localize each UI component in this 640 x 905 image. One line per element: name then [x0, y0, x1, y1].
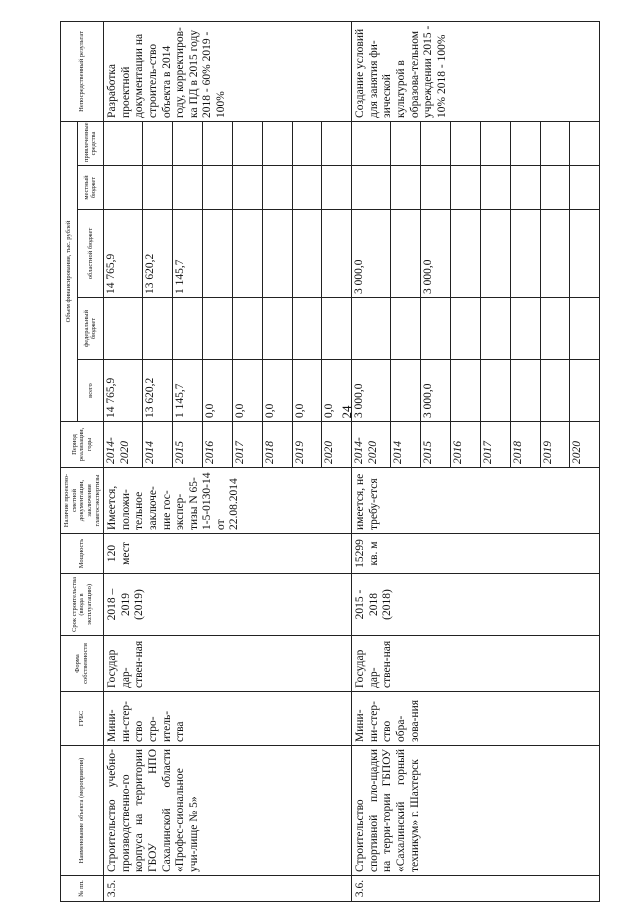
funding-attracted-cell — [570, 121, 600, 165]
funding-federal-cell — [232, 298, 262, 360]
header-row-1 — [61, 21, 78, 901]
funding-attracted-cell — [292, 121, 322, 165]
funding-federal-cell — [540, 298, 570, 360]
funding-local-cell — [322, 166, 352, 210]
funding-local-cell — [292, 166, 322, 210]
funding-attracted-cell — [480, 121, 510, 165]
period-year-cell: 2019 — [292, 422, 322, 468]
object-name-cell: Строительство учебно-производственно-го корпуса на территории ГБОУ НПО Сахалинской области «Профес-сиональное учи-лище № 5» — [104, 746, 352, 876]
period-year-cell: 2016 — [451, 422, 481, 468]
funding-attracted-cell — [421, 121, 451, 165]
funding-local-cell — [232, 166, 262, 210]
funding-federal-cell — [480, 298, 510, 360]
ownership-cell: Государ дар-ствен-ная — [104, 636, 352, 692]
table-row — [104, 21, 143, 901]
funding-total-cell: 0,0 — [262, 360, 292, 422]
funding-attracted-cell — [262, 121, 292, 165]
funding-total-cell: 0,0 — [322, 360, 352, 422]
funding-federal-cell — [421, 298, 451, 360]
row-num-cell: 3.5. — [104, 876, 352, 902]
construction-term-cell: 2015 - 2018 (2018) — [352, 574, 600, 636]
funding-attracted-cell — [143, 121, 173, 165]
funding-regional-cell — [391, 210, 421, 298]
funding-federal-cell — [510, 298, 540, 360]
header-name: Наименование объекта (мероприятия) — [61, 746, 104, 876]
funding-attracted-cell — [391, 121, 421, 165]
header-funding: Объем финансирования, тыс. рублей — [61, 121, 78, 421]
row-num-cell: 3.6. — [352, 876, 600, 902]
funding-attracted-cell — [540, 121, 570, 165]
period-year-cell: 2014 — [143, 422, 173, 468]
funding-regional-cell: 13 620,2 — [143, 210, 173, 298]
funding-total-cell: 3 000,0 — [352, 360, 391, 422]
project-docs-cell: имеется, не требу-ется — [352, 468, 600, 534]
funding-regional-cell — [451, 210, 481, 298]
funding-total-cell — [480, 360, 510, 422]
period-year-cell: 2018 — [262, 422, 292, 468]
funding-attracted-cell — [352, 121, 391, 165]
header-ownership: Форма собственности — [61, 636, 104, 692]
funding-total-cell: 13 620,2 — [143, 360, 173, 422]
funding-total-cell: 3 000,0 — [421, 360, 451, 422]
funding-federal-cell — [203, 298, 233, 360]
table-body — [104, 21, 600, 901]
funding-regional-cell: 3 000,0 — [421, 210, 451, 298]
funding-total-cell — [451, 360, 481, 422]
funding-attracted-cell — [173, 121, 203, 165]
header-capacity: Мощность — [61, 534, 104, 574]
program-objects-table — [60, 21, 600, 902]
funding-regional-cell — [540, 210, 570, 298]
funding-local-cell — [421, 166, 451, 210]
object-name-cell: Строительство спортивной пло-щадки на терри-тории ГБПОУ «Сахалинский горный техникум» г. Шахтерск — [352, 746, 600, 876]
funding-attracted-cell — [451, 121, 481, 165]
funding-total-cell: 1 145,7 — [173, 360, 203, 422]
funding-federal-cell — [451, 298, 481, 360]
funding-local-cell — [540, 166, 570, 210]
funding-federal-cell — [570, 298, 600, 360]
funding-local-cell — [480, 166, 510, 210]
ownership-cell: Государ дар-ствен-ная — [352, 636, 600, 692]
funding-total-cell — [570, 360, 600, 422]
program-table-rotated — [60, 22, 590, 902]
funding-local-cell — [262, 166, 292, 210]
header-federal: федеральный бюджет — [77, 298, 104, 360]
funding-attracted-cell — [203, 121, 233, 165]
header-regional: областной бюджет — [77, 210, 104, 298]
period-year-cell: 2014 — [391, 422, 421, 468]
funding-local-cell — [173, 166, 203, 210]
funding-regional-cell — [292, 210, 322, 298]
funding-attracted-cell — [322, 121, 352, 165]
funding-regional-cell — [262, 210, 292, 298]
header-attracted: привлеченные средства — [77, 121, 104, 165]
funding-federal-cell — [352, 298, 391, 360]
funding-regional-cell — [570, 210, 600, 298]
header-term: Срок строительства (ввода в эксплуатацию) — [61, 574, 104, 636]
funding-regional-cell — [510, 210, 540, 298]
period-year-cell: 2015 — [173, 422, 203, 468]
period-year-cell: 2020 — [570, 422, 600, 468]
funding-local-cell — [570, 166, 600, 210]
funding-federal-cell — [391, 298, 421, 360]
period-year-cell: 2014-2020 — [104, 422, 143, 468]
period-year-cell: 2017 — [232, 422, 262, 468]
capacity-cell: 15299 кв. м — [352, 534, 600, 574]
funding-local-cell — [143, 166, 173, 210]
funding-regional-cell — [480, 210, 510, 298]
table-row — [352, 21, 391, 901]
funding-total-cell — [540, 360, 570, 422]
funding-attracted-cell — [510, 121, 540, 165]
header-docs: Наличие проектно-сметной документации, заключения главгосэкспертизы — [61, 468, 104, 534]
funding-local-cell — [510, 166, 540, 210]
funding-regional-cell: 14 765,9 — [104, 210, 143, 298]
funding-local-cell — [203, 166, 233, 210]
period-year-cell: 2019 — [540, 422, 570, 468]
funding-attracted-cell — [104, 121, 143, 165]
funding-local-cell — [451, 166, 481, 210]
header-local: местный бюджет — [77, 166, 104, 210]
funding-regional-cell: 3 000,0 — [352, 210, 391, 298]
period-year-cell: 2015 — [421, 422, 451, 468]
header-period: Период реализации, годы — [61, 422, 104, 468]
header-grbs: ГРБС — [61, 692, 104, 746]
funding-total-cell: 14 765,9 — [104, 360, 143, 422]
grbs-cell: Мини-ни-стер-ство стро-итель-ства — [104, 692, 352, 746]
capacity-cell: 120 мест — [104, 534, 352, 574]
direct-result-cell: Разработка проектной документации на строитель-ство объекта в 2014 году, корректиров-ка ПД в 2015 году 2018 - 60% 2019 - 100% — [104, 21, 352, 121]
funding-total-cell: 0,0 — [232, 360, 262, 422]
funding-total-cell — [510, 360, 540, 422]
period-year-cell: 2020 — [322, 422, 352, 468]
funding-federal-cell — [104, 298, 143, 360]
grbs-cell: Мини-ни-стер-ство обра-зова-ния — [352, 692, 600, 746]
funding-federal-cell — [173, 298, 203, 360]
funding-total-cell: 0,0 — [292, 360, 322, 422]
period-year-cell: 2018 — [510, 422, 540, 468]
funding-regional-cell — [203, 210, 233, 298]
page-number: 24 — [339, 405, 354, 419]
funding-total-cell: 0,0 — [203, 360, 233, 422]
funding-local-cell — [391, 166, 421, 210]
period-year-cell: 2016 — [203, 422, 233, 468]
funding-local-cell — [104, 166, 143, 210]
funding-federal-cell — [292, 298, 322, 360]
funding-local-cell — [352, 166, 391, 210]
funding-regional-cell — [232, 210, 262, 298]
header-num: № пп. — [61, 876, 104, 902]
table-header — [61, 21, 104, 901]
funding-attracted-cell — [232, 121, 262, 165]
funding-total-cell — [391, 360, 421, 422]
funding-federal-cell — [262, 298, 292, 360]
header-total: всего — [77, 360, 104, 422]
period-year-cell: 2014-2020 — [352, 422, 391, 468]
funding-regional-cell — [322, 210, 352, 298]
header-result: Непосредственный результат — [61, 21, 104, 121]
funding-regional-cell: 1 145,7 — [173, 210, 203, 298]
project-docs-cell: Имеется, положи-тельное заключе-ние гос-экспер-тизы N 65-1-5-0130-14 от 22.08.2014 — [104, 468, 352, 534]
funding-federal-cell — [322, 298, 352, 360]
period-year-cell: 2017 — [480, 422, 510, 468]
funding-federal-cell — [143, 298, 173, 360]
direct-result-cell: Создание условий для занятия фи-зической культурой в образова-тельном учреждении 2015 - 10% 2018 - 100% — [352, 21, 600, 121]
construction-term-cell: 2018 – 2019 (2019) — [104, 574, 352, 636]
